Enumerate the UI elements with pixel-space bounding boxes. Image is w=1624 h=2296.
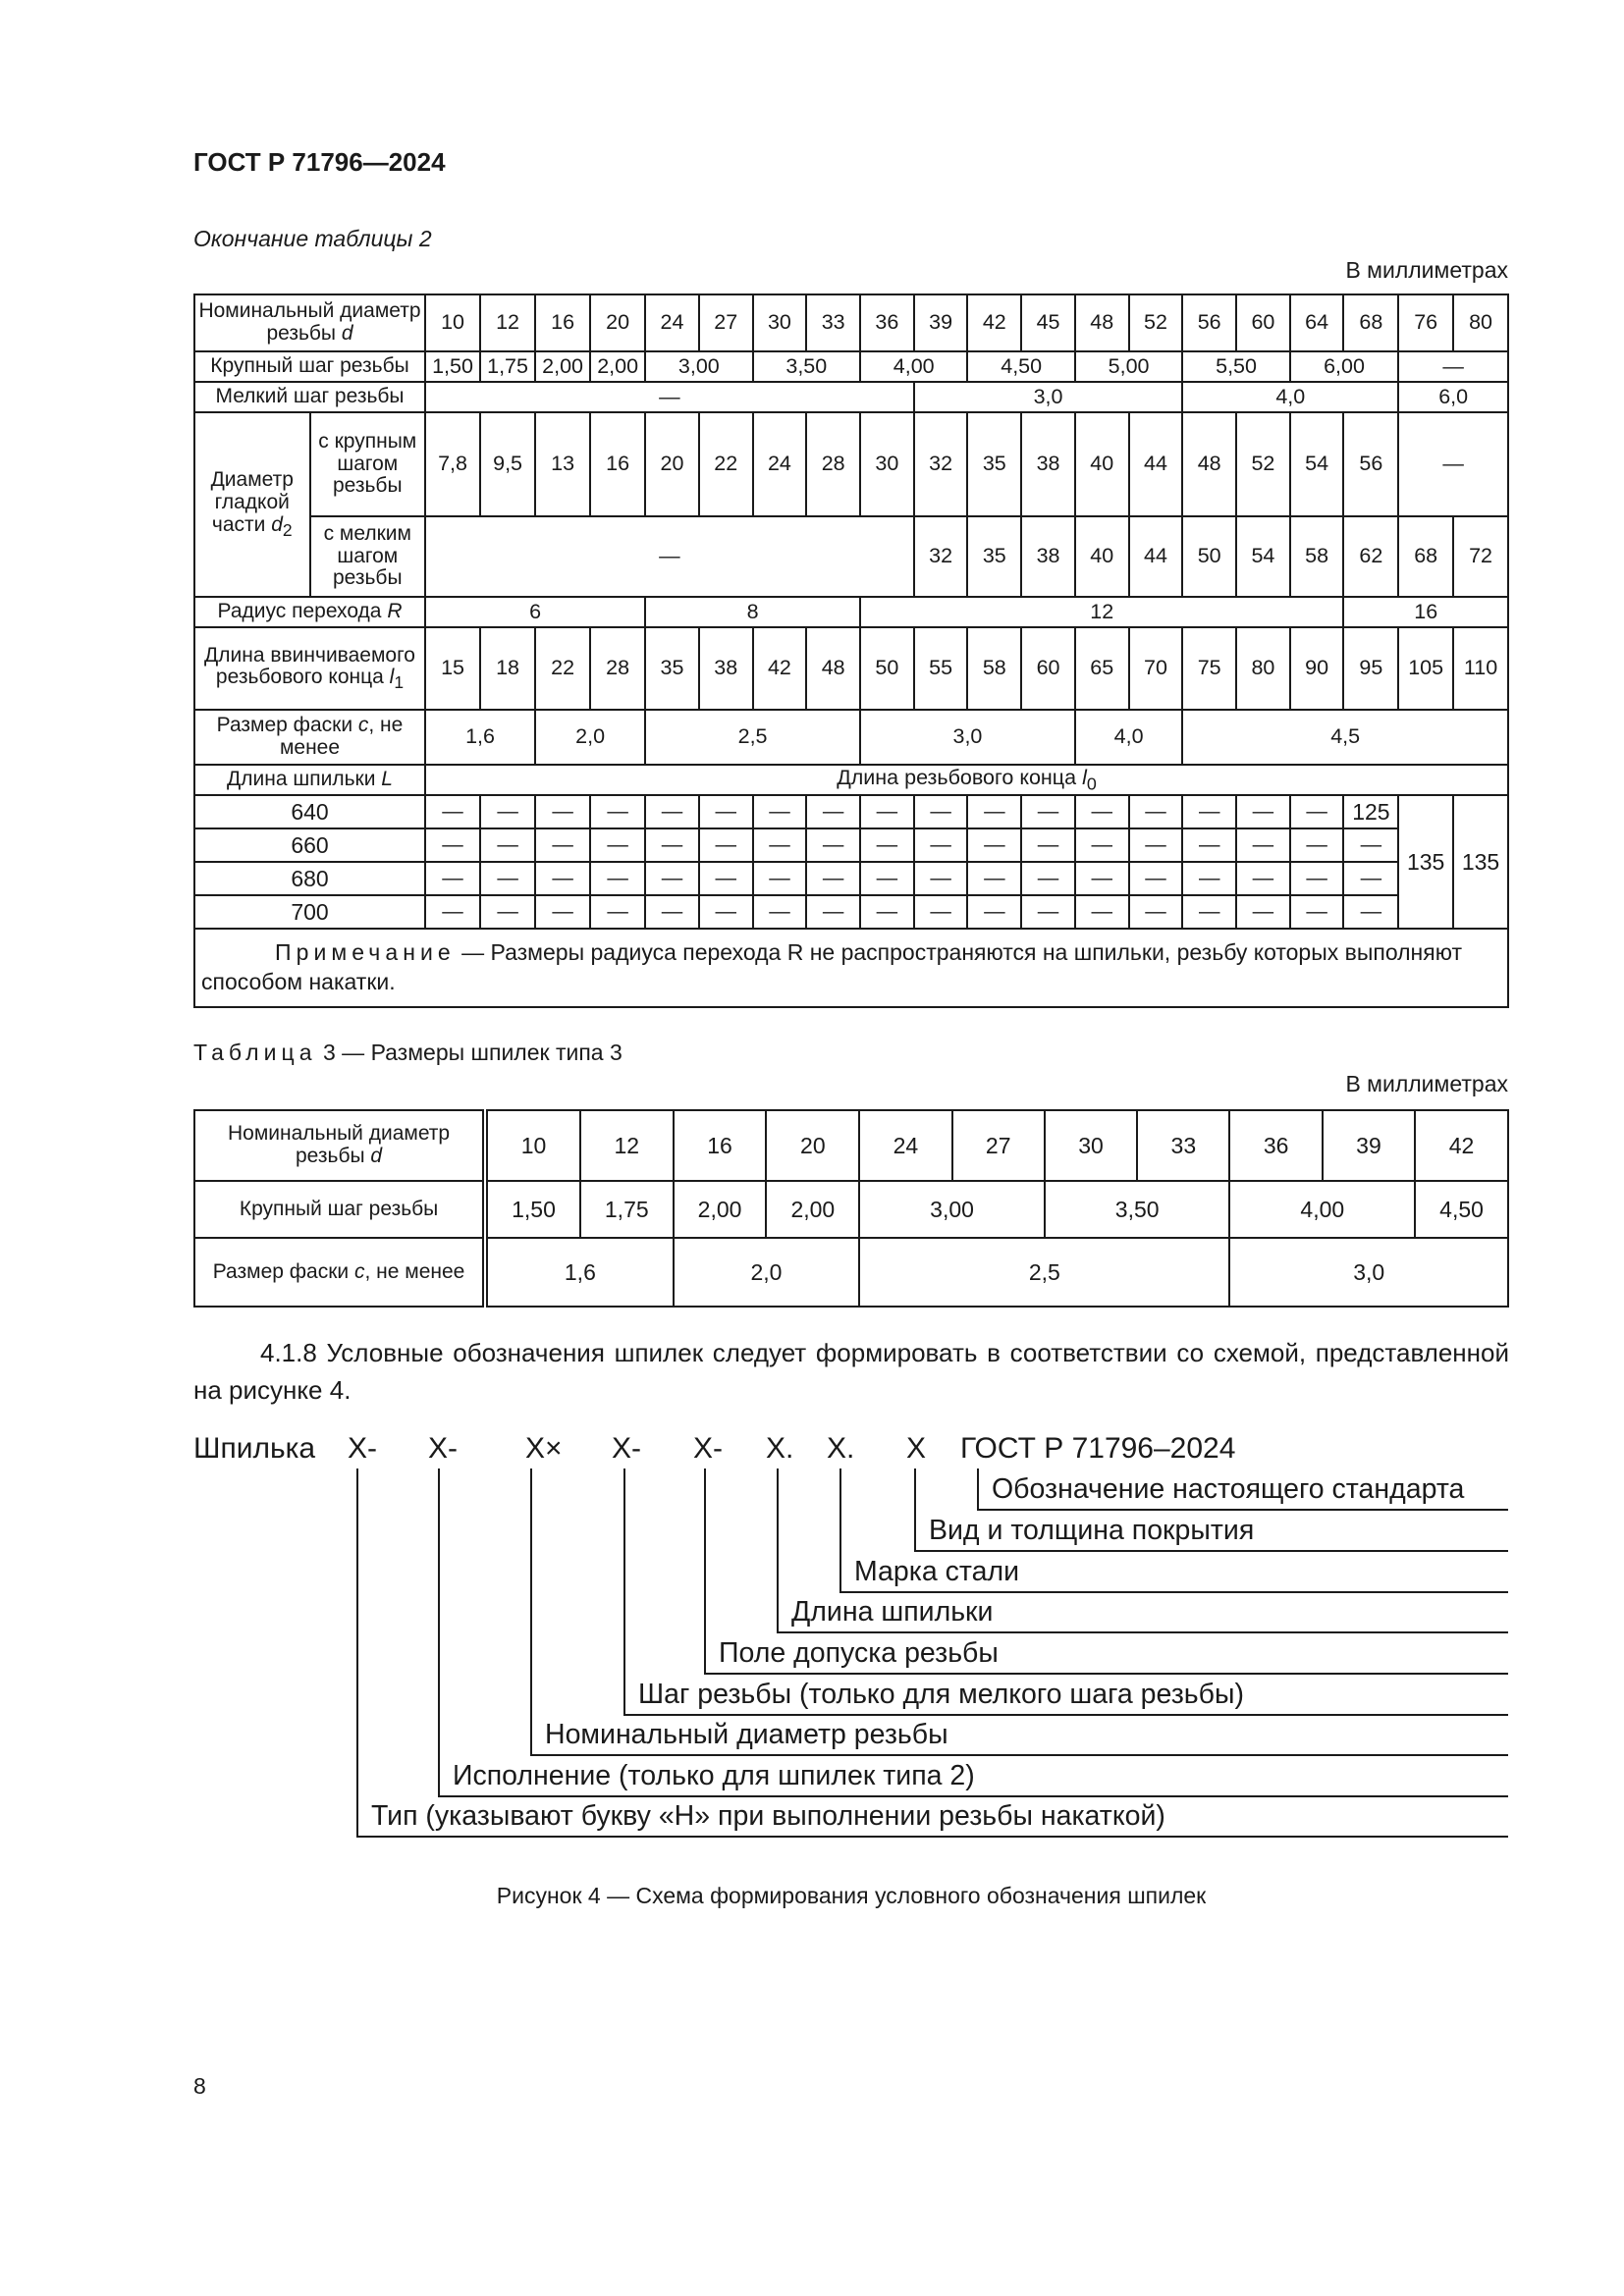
cell: 60	[1021, 627, 1075, 710]
cell: 16	[535, 294, 590, 351]
cell: —	[967, 862, 1021, 895]
table2-units: В миллиметрах	[1345, 257, 1508, 283]
cell: 42	[753, 627, 807, 710]
cell: 40	[1075, 412, 1129, 516]
cell: 54	[1236, 516, 1290, 597]
table-row	[194, 412, 1508, 516]
cell: 6,0	[1398, 382, 1508, 412]
cell: —	[967, 895, 1021, 929]
row-label-coarse-sub: с крупным шагом резьбы	[310, 412, 425, 516]
cell: 9,5	[480, 412, 535, 516]
cell: 13	[535, 412, 590, 516]
row-label-coarse-pitch: Крупный шаг резьбы	[194, 351, 425, 382]
scheme-label-type: Тип (указывают букву «Н» при выполнении резьбы накаткой)	[371, 1800, 1165, 1832]
cell: 48	[806, 627, 860, 710]
cell: —	[590, 862, 645, 895]
cell: —	[753, 795, 807, 828]
cell: —	[1075, 795, 1129, 828]
cell: 48	[1075, 294, 1129, 351]
cell: 110	[1453, 627, 1508, 710]
cell: —	[860, 828, 914, 862]
cell: 4,0	[1075, 710, 1182, 765]
cell: —	[1343, 862, 1398, 895]
cell: —	[1075, 895, 1129, 929]
table-row	[194, 795, 1508, 828]
cell: —	[480, 795, 535, 828]
cell: 1,75	[480, 351, 535, 382]
cell: 33	[806, 294, 860, 351]
table-row	[194, 828, 1508, 862]
cell: 90	[1290, 627, 1344, 710]
cell: 54	[1290, 412, 1344, 516]
cell: —	[645, 862, 699, 895]
table3	[193, 1109, 1509, 1308]
cell: —	[753, 895, 807, 929]
cell: —	[699, 895, 753, 929]
scheme-token: X-	[612, 1432, 641, 1465]
cell: —	[425, 795, 480, 828]
cell: 39	[1323, 1110, 1415, 1181]
cell: —	[1236, 895, 1290, 929]
cell: 68	[1343, 294, 1398, 351]
cell: 22	[535, 627, 590, 710]
cell: 3,00	[645, 351, 752, 382]
cell: 75	[1182, 627, 1236, 710]
cell: 35	[967, 412, 1021, 516]
table3-units: В миллиметрах	[1345, 1071, 1508, 1096]
cell: —	[1290, 795, 1344, 828]
cell: —	[645, 828, 699, 862]
table-row	[194, 351, 1508, 382]
cell: —	[480, 828, 535, 862]
cell: 80	[1236, 627, 1290, 710]
cell: —	[1129, 795, 1183, 828]
cell: —	[1236, 862, 1290, 895]
cell: —	[1021, 828, 1075, 862]
cell: 36	[1229, 1110, 1322, 1181]
cell: —	[1129, 862, 1183, 895]
row-label-nominal-diameter: Номинальный диаметр резьбы d	[194, 1110, 485, 1181]
scheme-token: X.	[827, 1432, 855, 1465]
cell: 1,50	[485, 1181, 580, 1238]
cell: —	[806, 895, 860, 929]
table-row	[194, 516, 1508, 597]
cell: 4,50	[967, 351, 1074, 382]
cell: 2,00	[766, 1181, 859, 1238]
cell: —	[1398, 351, 1508, 382]
cell: —	[967, 795, 1021, 828]
scheme-label-version: Исполнение (только для шпилек типа 2)	[453, 1760, 975, 1791]
cell: 22	[699, 412, 753, 516]
cell: 12	[480, 294, 535, 351]
table2-caption: Окончание таблицы 2	[193, 226, 432, 251]
cell: 2,0	[535, 710, 645, 765]
cell: 28	[590, 627, 645, 710]
cell: 32	[914, 412, 968, 516]
cell: 4,00	[1229, 1181, 1415, 1238]
cell: 2,5	[645, 710, 860, 765]
cell: 24	[645, 294, 699, 351]
cell: 20	[645, 412, 699, 516]
cell: 27	[952, 1110, 1045, 1181]
cell: 1,6	[425, 710, 535, 765]
cell: 2,00	[674, 1181, 767, 1238]
cell: 12	[580, 1110, 674, 1181]
cell: —	[860, 862, 914, 895]
cell: 125	[1343, 795, 1398, 828]
cell: 3,00	[859, 1181, 1045, 1238]
scheme-token: X-	[348, 1432, 377, 1465]
cell: —	[1182, 895, 1236, 929]
cell: —	[1290, 828, 1344, 862]
cell: —	[1021, 862, 1075, 895]
cell: 135	[1453, 795, 1508, 929]
cell: —	[425, 828, 480, 862]
table3-caption: Таблица 3 — Размеры шпилек типа 3	[193, 1040, 623, 1065]
cell: —	[480, 895, 535, 929]
designation-scheme	[0, 1423, 1624, 1855]
cell: 18	[480, 627, 535, 710]
cell: 3,0	[1229, 1238, 1508, 1307]
row-label-chamfer: Размер фаски c, не менее	[194, 1238, 485, 1307]
cell: —	[425, 895, 480, 929]
cell: —	[480, 862, 535, 895]
row-label-radius: Радиус перехода R	[194, 597, 425, 627]
cell: 50	[860, 627, 914, 710]
cell: 2,0	[674, 1238, 860, 1307]
cell: —	[1182, 795, 1236, 828]
cell: 44	[1129, 516, 1183, 597]
cell: —	[1398, 412, 1508, 516]
cell: 28	[806, 412, 860, 516]
cell: —	[535, 795, 590, 828]
table2	[193, 294, 1509, 1008]
cell: —	[1343, 828, 1398, 862]
table-row	[194, 862, 1508, 895]
cell: —	[806, 862, 860, 895]
cell: —	[753, 862, 807, 895]
cell: —	[425, 862, 480, 895]
cell: —	[1021, 895, 1075, 929]
cell: —	[1182, 828, 1236, 862]
cell: 15	[425, 627, 480, 710]
cell: 2,5	[859, 1238, 1229, 1307]
cell: —	[860, 895, 914, 929]
cell: 3,50	[753, 351, 860, 382]
scheme-token: X-	[693, 1432, 723, 1465]
cell: 105	[1398, 627, 1453, 710]
cell: —	[914, 862, 968, 895]
cell: 16	[674, 1110, 767, 1181]
cell: 45	[1021, 294, 1075, 351]
cell: 10	[425, 294, 480, 351]
cell: 40	[1075, 516, 1129, 597]
cell: 24	[859, 1110, 951, 1181]
cell: 3,0	[914, 382, 1183, 412]
cell: 56	[1343, 412, 1398, 516]
table-row	[194, 895, 1508, 929]
scheme-token: X	[906, 1432, 927, 1465]
cell: 4,0	[1182, 382, 1398, 412]
cell: 135	[1398, 795, 1453, 929]
cell: —	[914, 828, 968, 862]
cell: 70	[1129, 627, 1183, 710]
figure-caption: Рисунок 4 — Схема формирования условного обозначения шпилек	[496, 1883, 1207, 1908]
cell: 30	[1045, 1110, 1137, 1181]
row-label-fine-sub: с мелким шагом резьбы	[310, 516, 425, 597]
cell: —	[1021, 795, 1075, 828]
cell: 55	[914, 627, 968, 710]
cell: 35	[645, 627, 699, 710]
table-row	[194, 710, 1508, 765]
cell: 24	[753, 412, 807, 516]
scheme-standard: ГОСТ Р 71796–2024	[960, 1432, 1236, 1465]
cell: 7,8	[425, 412, 480, 516]
cell: —	[699, 862, 753, 895]
cell: —	[1236, 795, 1290, 828]
cell: 65	[1075, 627, 1129, 710]
scheme-label-diameter: Номинальный диаметр резьбы	[545, 1719, 948, 1750]
cell: —	[914, 895, 968, 929]
cell: 1,50	[425, 351, 480, 382]
cell: 52	[1129, 294, 1183, 351]
table-row	[194, 765, 1508, 795]
paragraph-4-1-8: 4.1.8 Условные обозначения шпилек следует формировать в соответствии со схемой, представленной на рисунке 4.	[193, 1338, 1509, 1405]
cell: —	[645, 795, 699, 828]
cell: 30	[860, 412, 914, 516]
table-row	[194, 382, 1508, 412]
length-cell: 700	[194, 895, 425, 929]
cell: 38	[1021, 516, 1075, 597]
cell: 72	[1453, 516, 1508, 597]
thread-length-header: Длина резьбового конца $l_0$	[425, 765, 1508, 795]
cell: 12	[860, 597, 1343, 627]
cell: 30	[753, 294, 807, 351]
table-row	[194, 627, 1508, 710]
cell: 38	[699, 627, 753, 710]
scheme-label-pitch: Шаг резьбы (только для мелкого шага резьбы)	[638, 1679, 1244, 1710]
cell: 56	[1182, 294, 1236, 351]
cell: —	[860, 795, 914, 828]
cell: 60	[1236, 294, 1290, 351]
cell: 5,00	[1075, 351, 1182, 382]
cell: 68	[1398, 516, 1453, 597]
cell: —	[699, 795, 753, 828]
cell: —	[1129, 828, 1183, 862]
document-header: ГОСТ Р 71796—2024	[193, 147, 446, 177]
cell: 1,75	[580, 1181, 674, 1238]
cell: —	[590, 795, 645, 828]
cell: 8	[645, 597, 860, 627]
cell: —	[806, 828, 860, 862]
cell: —	[1075, 862, 1129, 895]
scheme-leader-line	[531, 1468, 1508, 1755]
cell: —	[535, 895, 590, 929]
table-row	[194, 1238, 1508, 1307]
cell: 2,00	[590, 351, 645, 382]
table-row	[194, 294, 1508, 351]
cell: 38	[1021, 412, 1075, 516]
cell: 52	[1236, 412, 1290, 516]
cell: —	[425, 516, 914, 597]
table-row	[194, 597, 1508, 627]
length-cell: 680	[194, 862, 425, 895]
table2-note: Примечание — Размеры радиуса перехода R не распространяются на шпильки, резьбу которых выполняют способом накатки.	[194, 929, 1508, 1007]
row-label-fine-pitch: Мелкий шаг резьбы	[194, 382, 425, 412]
cell: 3,50	[1045, 1181, 1230, 1238]
cell: 20	[766, 1110, 859, 1181]
row-label-screw-length: Длина ввинчиваемого резьбового конца $l_1$	[194, 627, 425, 710]
cell: 4,50	[1415, 1181, 1508, 1238]
scheme-label-steel: Марка стали	[854, 1556, 1020, 1587]
cell: 3,0	[860, 710, 1075, 765]
cell: 6	[425, 597, 645, 627]
cell: 33	[1137, 1110, 1229, 1181]
scheme-prefix: Шпилька	[193, 1432, 316, 1465]
cell: 42	[967, 294, 1021, 351]
page-number: 8	[193, 2073, 206, 2099]
cell: —	[1236, 828, 1290, 862]
cell: 62	[1343, 516, 1398, 597]
cell: —	[806, 795, 860, 828]
cell: 42	[1415, 1110, 1508, 1181]
cell: 39	[914, 294, 968, 351]
cell: 58	[1290, 516, 1344, 597]
cell: 5,50	[1182, 351, 1289, 382]
cell: —	[699, 828, 753, 862]
table-row	[194, 1181, 1508, 1238]
cell: 48	[1182, 412, 1236, 516]
cell: —	[535, 862, 590, 895]
cell: —	[1075, 828, 1129, 862]
cell: —	[1290, 862, 1344, 895]
cell: 20	[590, 294, 645, 351]
cell: —	[590, 828, 645, 862]
cell: —	[753, 828, 807, 862]
cell: 44	[1129, 412, 1183, 516]
cell: 10	[485, 1110, 580, 1181]
cell: —	[1182, 862, 1236, 895]
row-label-smooth-diameter: Диаметр гладкой части $d_2$	[194, 412, 310, 597]
cell: 1,6	[485, 1238, 674, 1307]
cell: 16	[1343, 597, 1508, 627]
cell: 4,00	[860, 351, 967, 382]
cell: 27	[699, 294, 753, 351]
cell: —	[645, 895, 699, 929]
cell: —	[535, 828, 590, 862]
cell: 16	[590, 412, 645, 516]
scheme-label-coating: Вид и толщина покрытия	[929, 1515, 1255, 1546]
cell: —	[1343, 895, 1398, 929]
cell: 2,00	[535, 351, 590, 382]
scheme-label-tolerance: Поле допуска резьбы	[719, 1637, 999, 1669]
scheme-token: X×	[525, 1432, 563, 1465]
scheme-token: X-	[428, 1432, 458, 1465]
cell: 4,5	[1182, 710, 1508, 765]
cell: 35	[967, 516, 1021, 597]
row-label-coarse-pitch: Крупный шаг резьбы	[194, 1181, 485, 1238]
cell: 32	[914, 516, 968, 597]
cell: 95	[1343, 627, 1398, 710]
table-row	[194, 929, 1508, 1007]
cell: —	[590, 895, 645, 929]
table-row	[194, 1110, 1508, 1181]
scheme-token: X.	[766, 1432, 794, 1465]
cell: —	[967, 828, 1021, 862]
cell: 6,00	[1290, 351, 1399, 382]
cell: 76	[1398, 294, 1453, 351]
row-label-nominal-diameter: Номинальный диаметр резьбы d	[194, 294, 425, 351]
length-cell: 640	[194, 795, 425, 828]
row-label-stud-length: Длина шпильки L	[194, 765, 425, 795]
cell: 50	[1182, 516, 1236, 597]
cell: 64	[1290, 294, 1344, 351]
row-label-chamfer: Размер фаски c, не менее	[194, 710, 425, 765]
cell: 80	[1453, 294, 1508, 351]
cell: —	[425, 382, 914, 412]
cell: 58	[967, 627, 1021, 710]
cell: 36	[860, 294, 914, 351]
cell: —	[914, 795, 968, 828]
cell: —	[1290, 895, 1344, 929]
cell: —	[1129, 895, 1183, 929]
scheme-label-standard: Обозначение настоящего стандарта	[992, 1473, 1465, 1505]
scheme-label-length: Длина шпильки	[791, 1596, 994, 1628]
length-cell: 660	[194, 828, 425, 862]
